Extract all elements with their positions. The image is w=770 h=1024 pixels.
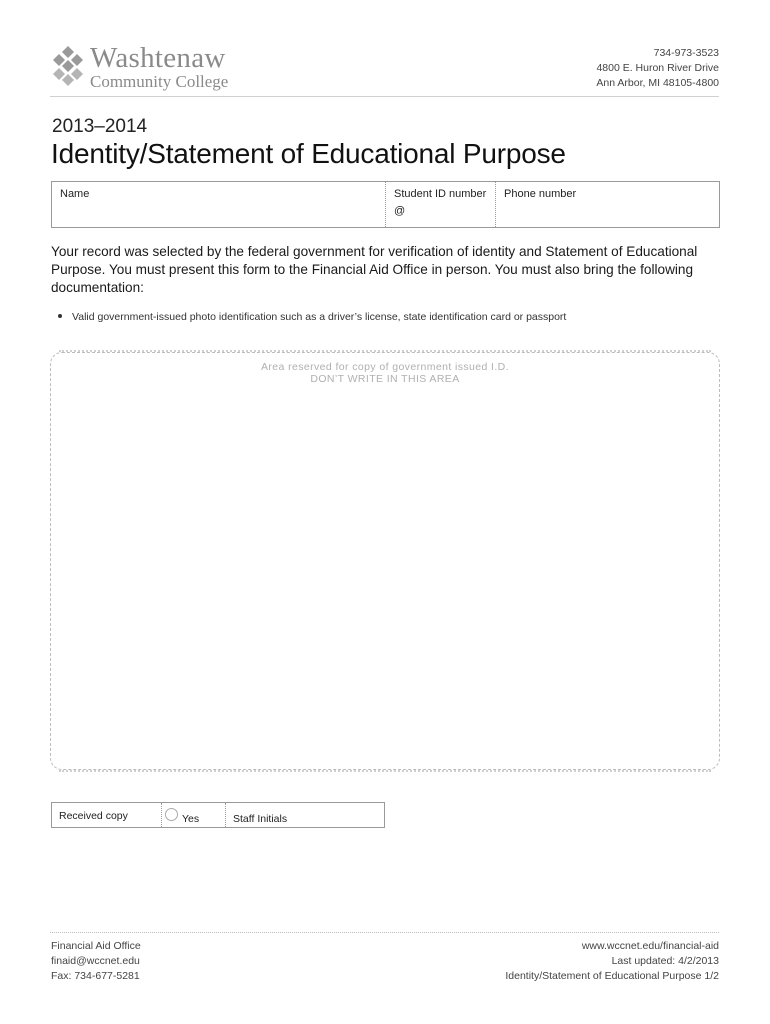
footer-divider [50, 932, 719, 933]
name-field[interactable] [52, 182, 385, 227]
logo-wordmark: Washtenaw [90, 42, 226, 74]
contact-block [596, 46, 719, 91]
footer-fax: Fax: 734-677-5281 [51, 970, 140, 982]
name-label: Name [60, 188, 90, 200]
footer-email: finaid@wccnet.edu [51, 955, 140, 967]
phone-label: Phone number [504, 188, 577, 200]
phone-field[interactable] [495, 182, 719, 227]
college-logo [50, 44, 230, 92]
footer-url: www.wccnet.edu/financial-aid [581, 940, 719, 952]
divider [161, 803, 162, 827]
footer-right [505, 939, 719, 984]
student-id-label: Student ID number [394, 188, 487, 200]
staff-initials-field[interactable]: Staff Initials [233, 813, 288, 825]
header-divider [50, 96, 719, 97]
footer-page: Identity/Statement of Educational Purpose 1/2 [505, 970, 719, 982]
student-id-suffix: @ [394, 205, 406, 217]
id-area-note [51, 361, 719, 385]
yes-radio[interactable] [165, 808, 178, 821]
received-copy-box [51, 802, 385, 828]
list-item [58, 311, 566, 323]
bullet-text: Valid government-issued photo identification such as a driver’s license, state identification card or passport [72, 311, 567, 323]
footer-updated: Last updated: 4/2/2013 [611, 955, 719, 967]
id-area-note-line2: DON’T WRITE IN THIS AREA [310, 373, 460, 385]
student-info-box [51, 181, 720, 228]
divider [225, 803, 226, 827]
footer-office: Financial Aid Office [51, 940, 141, 952]
address-line-2: Ann Arbor, MI 48105-4800 [596, 77, 719, 89]
logo-subtitle: Community College [90, 72, 229, 91]
cut-line-top [59, 350, 711, 352]
page-title: Identity/Statement of Educational Purpose [51, 138, 566, 169]
student-id-field[interactable] [385, 182, 495, 227]
id-area-note-line1: Area reserved for copy of government issued I.D. [261, 361, 509, 373]
yes-label: Yes [182, 813, 200, 825]
address-line-1: 4800 E. Huron River Drive [596, 62, 719, 74]
form-year: 2013–2014 [52, 116, 148, 137]
id-copy-area [50, 352, 720, 770]
phone-number: 734-973-3523 [653, 47, 719, 59]
footer-left [51, 939, 141, 984]
received-copy-label: Received copy [59, 810, 128, 822]
leaf-mark-icon [50, 44, 86, 88]
cut-line-bottom [59, 770, 711, 772]
instructions-text: Your record was selected by the federal government for verification of identity and Statement of Educational Purpose. You must present this form to the Financial Aid Office in person. You must also bring the following documentation: [51, 244, 698, 295]
bullet-icon [58, 314, 62, 318]
